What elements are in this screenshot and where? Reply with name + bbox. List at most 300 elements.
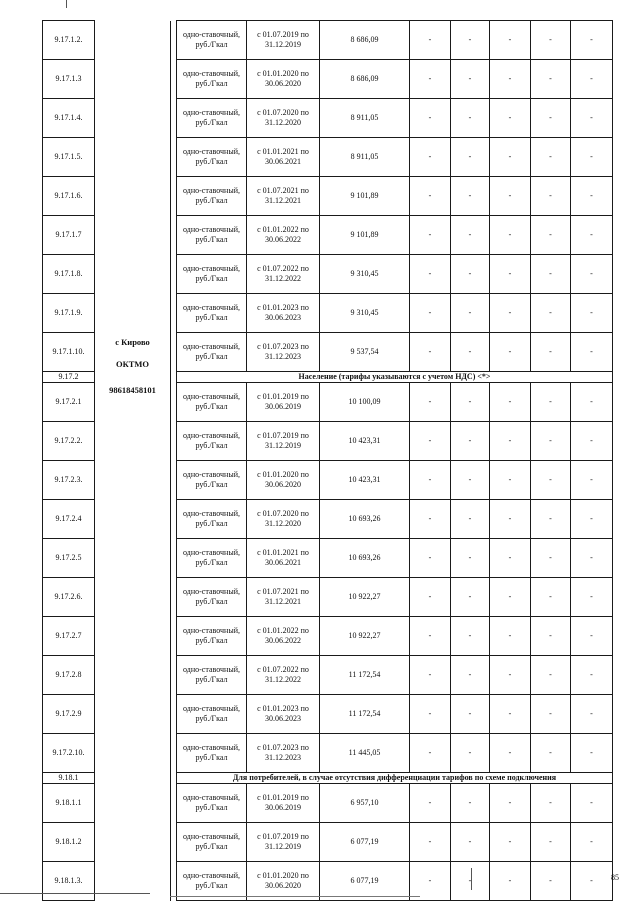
tariff-type-line2: руб./Гкал [195, 881, 228, 890]
empty-value-cell: - [571, 500, 613, 539]
row-code: 9.17.1.4. [43, 99, 95, 138]
period-line2: 31.12.2022 [265, 675, 301, 684]
period-line1: с 01.01.2020 по [257, 871, 309, 880]
empty-value-cell: - [451, 617, 490, 656]
tariff-value: 10 922,27 [320, 578, 410, 617]
empty-value-cell: - [451, 784, 490, 823]
period-cell [247, 216, 320, 255]
row-code: 9.18.1.2 [43, 823, 95, 862]
row-code: 9.17.1.2. [43, 21, 95, 60]
period-cell [247, 177, 320, 216]
tariff-value: 8 686,09 [320, 60, 410, 99]
period-line2: 31.12.2019 [265, 40, 301, 49]
tariff-type-line2: руб./Гкал [195, 157, 228, 166]
tariff-value: 9 310,45 [320, 255, 410, 294]
tariff-type-cell [177, 461, 247, 500]
empty-value-cell: - [451, 862, 490, 901]
empty-value-cell: - [410, 539, 451, 578]
tariff-type-line2: руб./Гкал [195, 235, 228, 244]
section-code: 9.18.1 [43, 773, 95, 784]
empty-value-cell: - [490, 333, 531, 372]
period-line1: с 01.07.2023 по [257, 743, 309, 752]
empty-value-cell: - [490, 500, 531, 539]
period-cell [247, 21, 320, 60]
row-code: 9.18.1.3. [43, 862, 95, 901]
tariff-type-line1: одно-ставочный, [183, 431, 240, 440]
tariff-type-cell [177, 99, 247, 138]
place-line2: ОКТМО [116, 358, 149, 369]
tariff-type-line2: руб./Гкал [195, 480, 228, 489]
scan-mark [471, 868, 472, 890]
tariff-type-line2: руб./Гкал [195, 636, 228, 645]
tariff-type-line1: одно-ставочный, [183, 69, 240, 78]
tariff-type-line1: одно-ставочный, [183, 147, 240, 156]
period-cell [247, 383, 320, 422]
period-line1: с 01.01.2019 по [257, 392, 309, 401]
tariff-type-line2: руб./Гкал [195, 196, 228, 205]
tariff-value: 10 423,31 [320, 422, 410, 461]
empty-value-cell: - [490, 177, 531, 216]
empty-value-cell: - [571, 695, 613, 734]
empty-value-cell: - [571, 784, 613, 823]
tariff-type-cell [177, 656, 247, 695]
empty-value-cell: - [451, 333, 490, 372]
period-line1: с 01.07.2022 по [257, 264, 309, 273]
section-code: 9.17.2 [43, 372, 95, 383]
tariff-type-line1: одно-ставочный, [183, 108, 240, 117]
row-code: 9.17.1.8. [43, 255, 95, 294]
tariff-type-cell [177, 21, 247, 60]
period-line2: 30.06.2019 [265, 803, 301, 812]
period-line2: 30.06.2020 [265, 480, 301, 489]
empty-value-cell: - [451, 823, 490, 862]
empty-value-cell: - [490, 578, 531, 617]
tariff-type-cell [177, 784, 247, 823]
row-code: 9.17.2.2. [43, 422, 95, 461]
empty-value-cell: - [531, 138, 571, 177]
table-row [43, 21, 613, 60]
tariff-type-line2: руб./Гкал [195, 803, 228, 812]
tariff-value: 8 686,09 [320, 21, 410, 60]
row-code: 9.17.1.9. [43, 294, 95, 333]
period-line2: 31.12.2022 [265, 274, 301, 283]
tariff-type-line2: руб./Гкал [195, 597, 228, 606]
empty-value-cell: - [451, 177, 490, 216]
row-code: 9.17.2.7 [43, 617, 95, 656]
empty-value-cell: - [571, 461, 613, 500]
empty-value-cell: - [451, 461, 490, 500]
empty-value-cell: - [531, 578, 571, 617]
tariff-type-cell [177, 862, 247, 901]
empty-value-cell: - [531, 294, 571, 333]
tariff-type-line1: одно-ставочный, [183, 626, 240, 635]
empty-value-cell: - [490, 60, 531, 99]
period-cell [247, 461, 320, 500]
row-code: 9.17.1.5. [43, 138, 95, 177]
row-code: 9.17.2.1 [43, 383, 95, 422]
tariff-value: 9 101,89 [320, 216, 410, 255]
tariff-value: 10 693,26 [320, 539, 410, 578]
empty-value-cell: - [410, 862, 451, 901]
tariff-type-cell [177, 578, 247, 617]
row-code: 9.17.2.9 [43, 695, 95, 734]
tariff-type-cell [177, 333, 247, 372]
tariff-type-cell [177, 695, 247, 734]
empty-value-cell: - [531, 695, 571, 734]
period-line2: 31.12.2023 [265, 753, 301, 762]
tariff-value: 9 537,54 [320, 333, 410, 372]
empty-value-cell: - [531, 734, 571, 773]
row-code: 9.17.2.3. [43, 461, 95, 500]
tariff-type-line2: руб./Гкал [195, 118, 228, 127]
tariff-type-line2: руб./Гкал [195, 352, 228, 361]
empty-value-cell: - [531, 862, 571, 901]
period-line1: с 01.07.2019 по [257, 832, 309, 841]
tariff-type-line1: одно-ставочный, [183, 264, 240, 273]
period-line2: 30.06.2021 [265, 157, 301, 166]
period-line1: с 01.01.2022 по [257, 626, 309, 635]
empty-value-cell: - [531, 21, 571, 60]
empty-value-cell: - [571, 177, 613, 216]
tariff-value: 6 077,19 [320, 862, 410, 901]
period-line2: 31.12.2021 [265, 196, 301, 205]
empty-value-cell: - [410, 21, 451, 60]
empty-value-cell: - [490, 216, 531, 255]
tariff-type-line1: одно-ставочный, [183, 30, 240, 39]
tariff-type-line1: одно-ставочный, [183, 587, 240, 596]
tariff-type-line1: одно-ставочный, [183, 548, 240, 557]
tariff-value: 9 310,45 [320, 294, 410, 333]
tariff-value: 10 922,27 [320, 617, 410, 656]
tariff-type-line2: руб./Гкал [195, 40, 228, 49]
empty-value-cell: - [571, 422, 613, 461]
tariff-type-cell [177, 823, 247, 862]
empty-value-cell: - [410, 500, 451, 539]
empty-value-cell: - [490, 294, 531, 333]
empty-value-cell: - [490, 862, 531, 901]
empty-value-cell: - [451, 294, 490, 333]
empty-value-cell: - [451, 138, 490, 177]
tariff-type-line1: одно-ставочный, [183, 342, 240, 351]
tariff-value: 8 911,05 [320, 138, 410, 177]
empty-value-cell: - [531, 539, 571, 578]
period-cell [247, 539, 320, 578]
row-code: 9.17.1.10. [43, 333, 95, 372]
empty-value-cell: - [451, 60, 490, 99]
tariff-type-line2: руб./Гкал [195, 441, 228, 450]
period-line2: 31.12.2020 [265, 519, 301, 528]
tariff-type-line2: руб./Гкал [195, 753, 228, 762]
empty-value-cell: - [571, 21, 613, 60]
period-cell [247, 784, 320, 823]
period-cell [247, 333, 320, 372]
tariff-type-line1: одно-ставочный, [183, 665, 240, 674]
tariff-type-line2: руб./Гкал [195, 675, 228, 684]
empty-value-cell: - [531, 784, 571, 823]
empty-value-cell: - [410, 578, 451, 617]
row-code: 9.17.2.4 [43, 500, 95, 539]
place-block [95, 21, 170, 397]
empty-value-cell: - [410, 216, 451, 255]
empty-value-cell: - [571, 656, 613, 695]
footer-rule [0, 893, 150, 894]
period-cell [247, 734, 320, 773]
empty-value-cell: - [531, 216, 571, 255]
tariff-type-line2: руб./Гкал [195, 519, 228, 528]
tariff-value: 10 423,31 [320, 461, 410, 500]
section-title: Для потребителей, в случае отсутствия дифференциации тарифов по схеме подключения [177, 773, 613, 784]
tariff-type-line2: руб./Гкал [195, 313, 228, 322]
empty-value-cell: - [410, 333, 451, 372]
period-cell [247, 500, 320, 539]
tariff-type-line2: руб./Гкал [195, 79, 228, 88]
period-line1: с 01.07.2019 по [257, 431, 309, 440]
period-cell [247, 422, 320, 461]
empty-value-cell: - [451, 383, 490, 422]
empty-value-cell: - [490, 734, 531, 773]
empty-value-cell: - [531, 422, 571, 461]
place-line3: 98618458101 [109, 384, 156, 395]
period-cell [247, 617, 320, 656]
empty-value-cell: - [531, 823, 571, 862]
tariff-type-line2: руб./Гкал [195, 274, 228, 283]
tariff-type-line1: одно-ставочный, [183, 871, 240, 880]
empty-value-cell: - [571, 255, 613, 294]
empty-value-cell: - [571, 138, 613, 177]
period-line2: 31.12.2020 [265, 118, 301, 127]
empty-value-cell: - [451, 578, 490, 617]
empty-value-cell: - [571, 216, 613, 255]
tariff-type-cell [177, 734, 247, 773]
tariff-type-line1: одно-ставочный, [183, 704, 240, 713]
empty-value-cell: - [490, 422, 531, 461]
period-line1: с 01.01.2022 по [257, 225, 309, 234]
period-cell [247, 862, 320, 901]
footer-rule [170, 896, 420, 897]
tariff-type-cell [177, 255, 247, 294]
empty-value-cell: - [571, 578, 613, 617]
tariff-type-line1: одно-ставочный, [183, 832, 240, 841]
tariff-type-cell [177, 60, 247, 99]
tariff-value: 11 445,05 [320, 734, 410, 773]
period-cell [247, 60, 320, 99]
period-line2: 30.06.2019 [265, 402, 301, 411]
empty-value-cell: - [451, 99, 490, 138]
empty-value-cell: - [490, 823, 531, 862]
empty-value-cell: - [410, 656, 451, 695]
period-cell [247, 138, 320, 177]
tariff-type-line1: одно-ставочный, [183, 225, 240, 234]
empty-value-cell: - [410, 617, 451, 656]
tariff-type-line2: руб./Гкал [195, 402, 228, 411]
tariff-type-cell [177, 539, 247, 578]
empty-value-cell: - [571, 539, 613, 578]
tariff-type-cell [177, 177, 247, 216]
empty-value-cell: - [451, 255, 490, 294]
period-line1: с 01.01.2023 по [257, 303, 309, 312]
period-line2: 31.12.2019 [265, 441, 301, 450]
empty-value-cell: - [531, 656, 571, 695]
empty-value-cell: - [490, 138, 531, 177]
tariff-type-cell [177, 138, 247, 177]
page-number: 85 [611, 873, 619, 882]
period-line2: 30.06.2022 [265, 235, 301, 244]
period-line2: 30.06.2020 [265, 881, 301, 890]
empty-value-cell: - [571, 60, 613, 99]
empty-value-cell: - [571, 823, 613, 862]
tariff-type-line1: одно-ставочный, [183, 470, 240, 479]
period-line1: с 01.01.2021 по [257, 147, 309, 156]
empty-value-cell: - [490, 461, 531, 500]
section-title: Население (тарифы указываются с учетом НДС) <*> [177, 372, 613, 383]
tariff-value: 10 100,09 [320, 383, 410, 422]
row-code: 9.17.2.10. [43, 734, 95, 773]
empty-value-cell: - [451, 656, 490, 695]
empty-value-cell: - [410, 177, 451, 216]
tariff-type-line1: одно-ставочный, [183, 509, 240, 518]
empty-value-cell: - [451, 734, 490, 773]
empty-value-cell: - [490, 21, 531, 60]
empty-value-cell: - [571, 99, 613, 138]
empty-value-cell: - [451, 422, 490, 461]
period-line1: с 01.01.2020 по [257, 69, 309, 78]
period-line1: с 01.07.2023 по [257, 342, 309, 351]
empty-value-cell: - [451, 21, 490, 60]
empty-value-cell: - [410, 461, 451, 500]
period-line2: 30.06.2023 [265, 714, 301, 723]
empty-value-cell: - [490, 784, 531, 823]
empty-value-cell: - [571, 617, 613, 656]
tariff-type-line2: руб./Гкал [195, 842, 228, 851]
tariff-type-cell [177, 422, 247, 461]
period-line2: 31.12.2023 [265, 352, 301, 361]
empty-value-cell: - [410, 255, 451, 294]
empty-value-cell: - [490, 656, 531, 695]
empty-value-cell: - [410, 99, 451, 138]
tariff-value: 6 957,10 [320, 784, 410, 823]
empty-value-cell: - [410, 695, 451, 734]
period-line2: 31.12.2019 [265, 842, 301, 851]
empty-value-cell: - [490, 617, 531, 656]
empty-value-cell: - [410, 294, 451, 333]
row-code: 9.17.2.6. [43, 578, 95, 617]
tariff-type-line1: одно-ставочный, [183, 303, 240, 312]
period-line2: 30.06.2021 [265, 558, 301, 567]
empty-value-cell: - [531, 255, 571, 294]
period-cell [247, 656, 320, 695]
tariff-type-line1: одно-ставочный, [183, 186, 240, 195]
empty-value-cell: - [571, 383, 613, 422]
period-line1: с 01.01.2021 по [257, 548, 309, 557]
period-line2: 30.06.2020 [265, 79, 301, 88]
period-line1: с 01.01.2019 по [257, 793, 309, 802]
empty-value-cell: - [490, 539, 531, 578]
tariff-value: 6 077,19 [320, 823, 410, 862]
scan-mark [66, 0, 67, 8]
tariff-value: 9 101,89 [320, 177, 410, 216]
empty-value-cell: - [571, 862, 613, 901]
tariff-type-cell [177, 617, 247, 656]
empty-value-cell: - [410, 422, 451, 461]
tariff-type-cell [177, 294, 247, 333]
empty-value-cell: - [451, 500, 490, 539]
period-cell [247, 255, 320, 294]
empty-value-cell: - [451, 539, 490, 578]
empty-value-cell: - [531, 60, 571, 99]
empty-value-cell: - [451, 695, 490, 734]
empty-value-cell: - [571, 333, 613, 372]
period-cell [247, 695, 320, 734]
empty-value-cell: - [531, 383, 571, 422]
period-cell [247, 294, 320, 333]
row-code: 9.17.1.6. [43, 177, 95, 216]
empty-value-cell: - [490, 695, 531, 734]
row-code: 9.18.1.1 [43, 784, 95, 823]
empty-value-cell: - [410, 823, 451, 862]
period-cell [247, 823, 320, 862]
tariff-value: 10 693,26 [320, 500, 410, 539]
tariff-type-cell [177, 383, 247, 422]
period-line1: с 01.07.2020 по [257, 509, 309, 518]
tariff-type-line2: руб./Гкал [195, 558, 228, 567]
tariff-table [42, 20, 613, 901]
empty-value-cell: - [571, 294, 613, 333]
tariff-value: 11 172,54 [320, 695, 410, 734]
period-cell [247, 99, 320, 138]
tariff-type-cell [177, 500, 247, 539]
period-line2: 30.06.2023 [265, 313, 301, 322]
empty-value-cell: - [531, 500, 571, 539]
period-line2: 30.06.2022 [265, 636, 301, 645]
empty-value-cell: - [531, 99, 571, 138]
period-line1: с 01.01.2023 по [257, 704, 309, 713]
row-code: 9.17.2.5 [43, 539, 95, 578]
empty-value-cell: - [490, 383, 531, 422]
place-cell [95, 21, 171, 901]
empty-value-cell: - [410, 734, 451, 773]
tariff-type-line1: одно-ставочный, [183, 793, 240, 802]
empty-value-cell: - [531, 617, 571, 656]
empty-value-cell: - [571, 734, 613, 773]
period-line1: с 01.07.2021 по [257, 587, 309, 596]
tariff-value: 8 911,05 [320, 99, 410, 138]
empty-value-cell: - [410, 138, 451, 177]
period-line1: с 01.07.2022 по [257, 665, 309, 674]
empty-value-cell: - [490, 99, 531, 138]
tariff-type-line2: руб./Гкал [195, 714, 228, 723]
period-line1: с 01.01.2020 по [257, 470, 309, 479]
empty-value-cell: - [410, 383, 451, 422]
row-code: 9.17.1.3 [43, 60, 95, 99]
tariff-value: 11 172,54 [320, 656, 410, 695]
row-code: 9.17.2.8 [43, 656, 95, 695]
tariff-type-line1: одно-ставочный, [183, 392, 240, 401]
tariff-type-line1: одно-ставочный, [183, 743, 240, 752]
empty-value-cell: - [531, 177, 571, 216]
empty-value-cell: - [410, 60, 451, 99]
period-cell [247, 578, 320, 617]
period-line1: с 01.07.2021 по [257, 186, 309, 195]
empty-value-cell: - [451, 216, 490, 255]
row-code: 9.17.1.7 [43, 216, 95, 255]
empty-value-cell: - [410, 784, 451, 823]
period-line2: 31.12.2021 [265, 597, 301, 606]
period-line1: с 01.07.2020 по [257, 108, 309, 117]
empty-value-cell: - [531, 461, 571, 500]
tariff-type-cell [177, 216, 247, 255]
place-line1: с Кирово [115, 336, 150, 347]
empty-value-cell: - [531, 333, 571, 372]
